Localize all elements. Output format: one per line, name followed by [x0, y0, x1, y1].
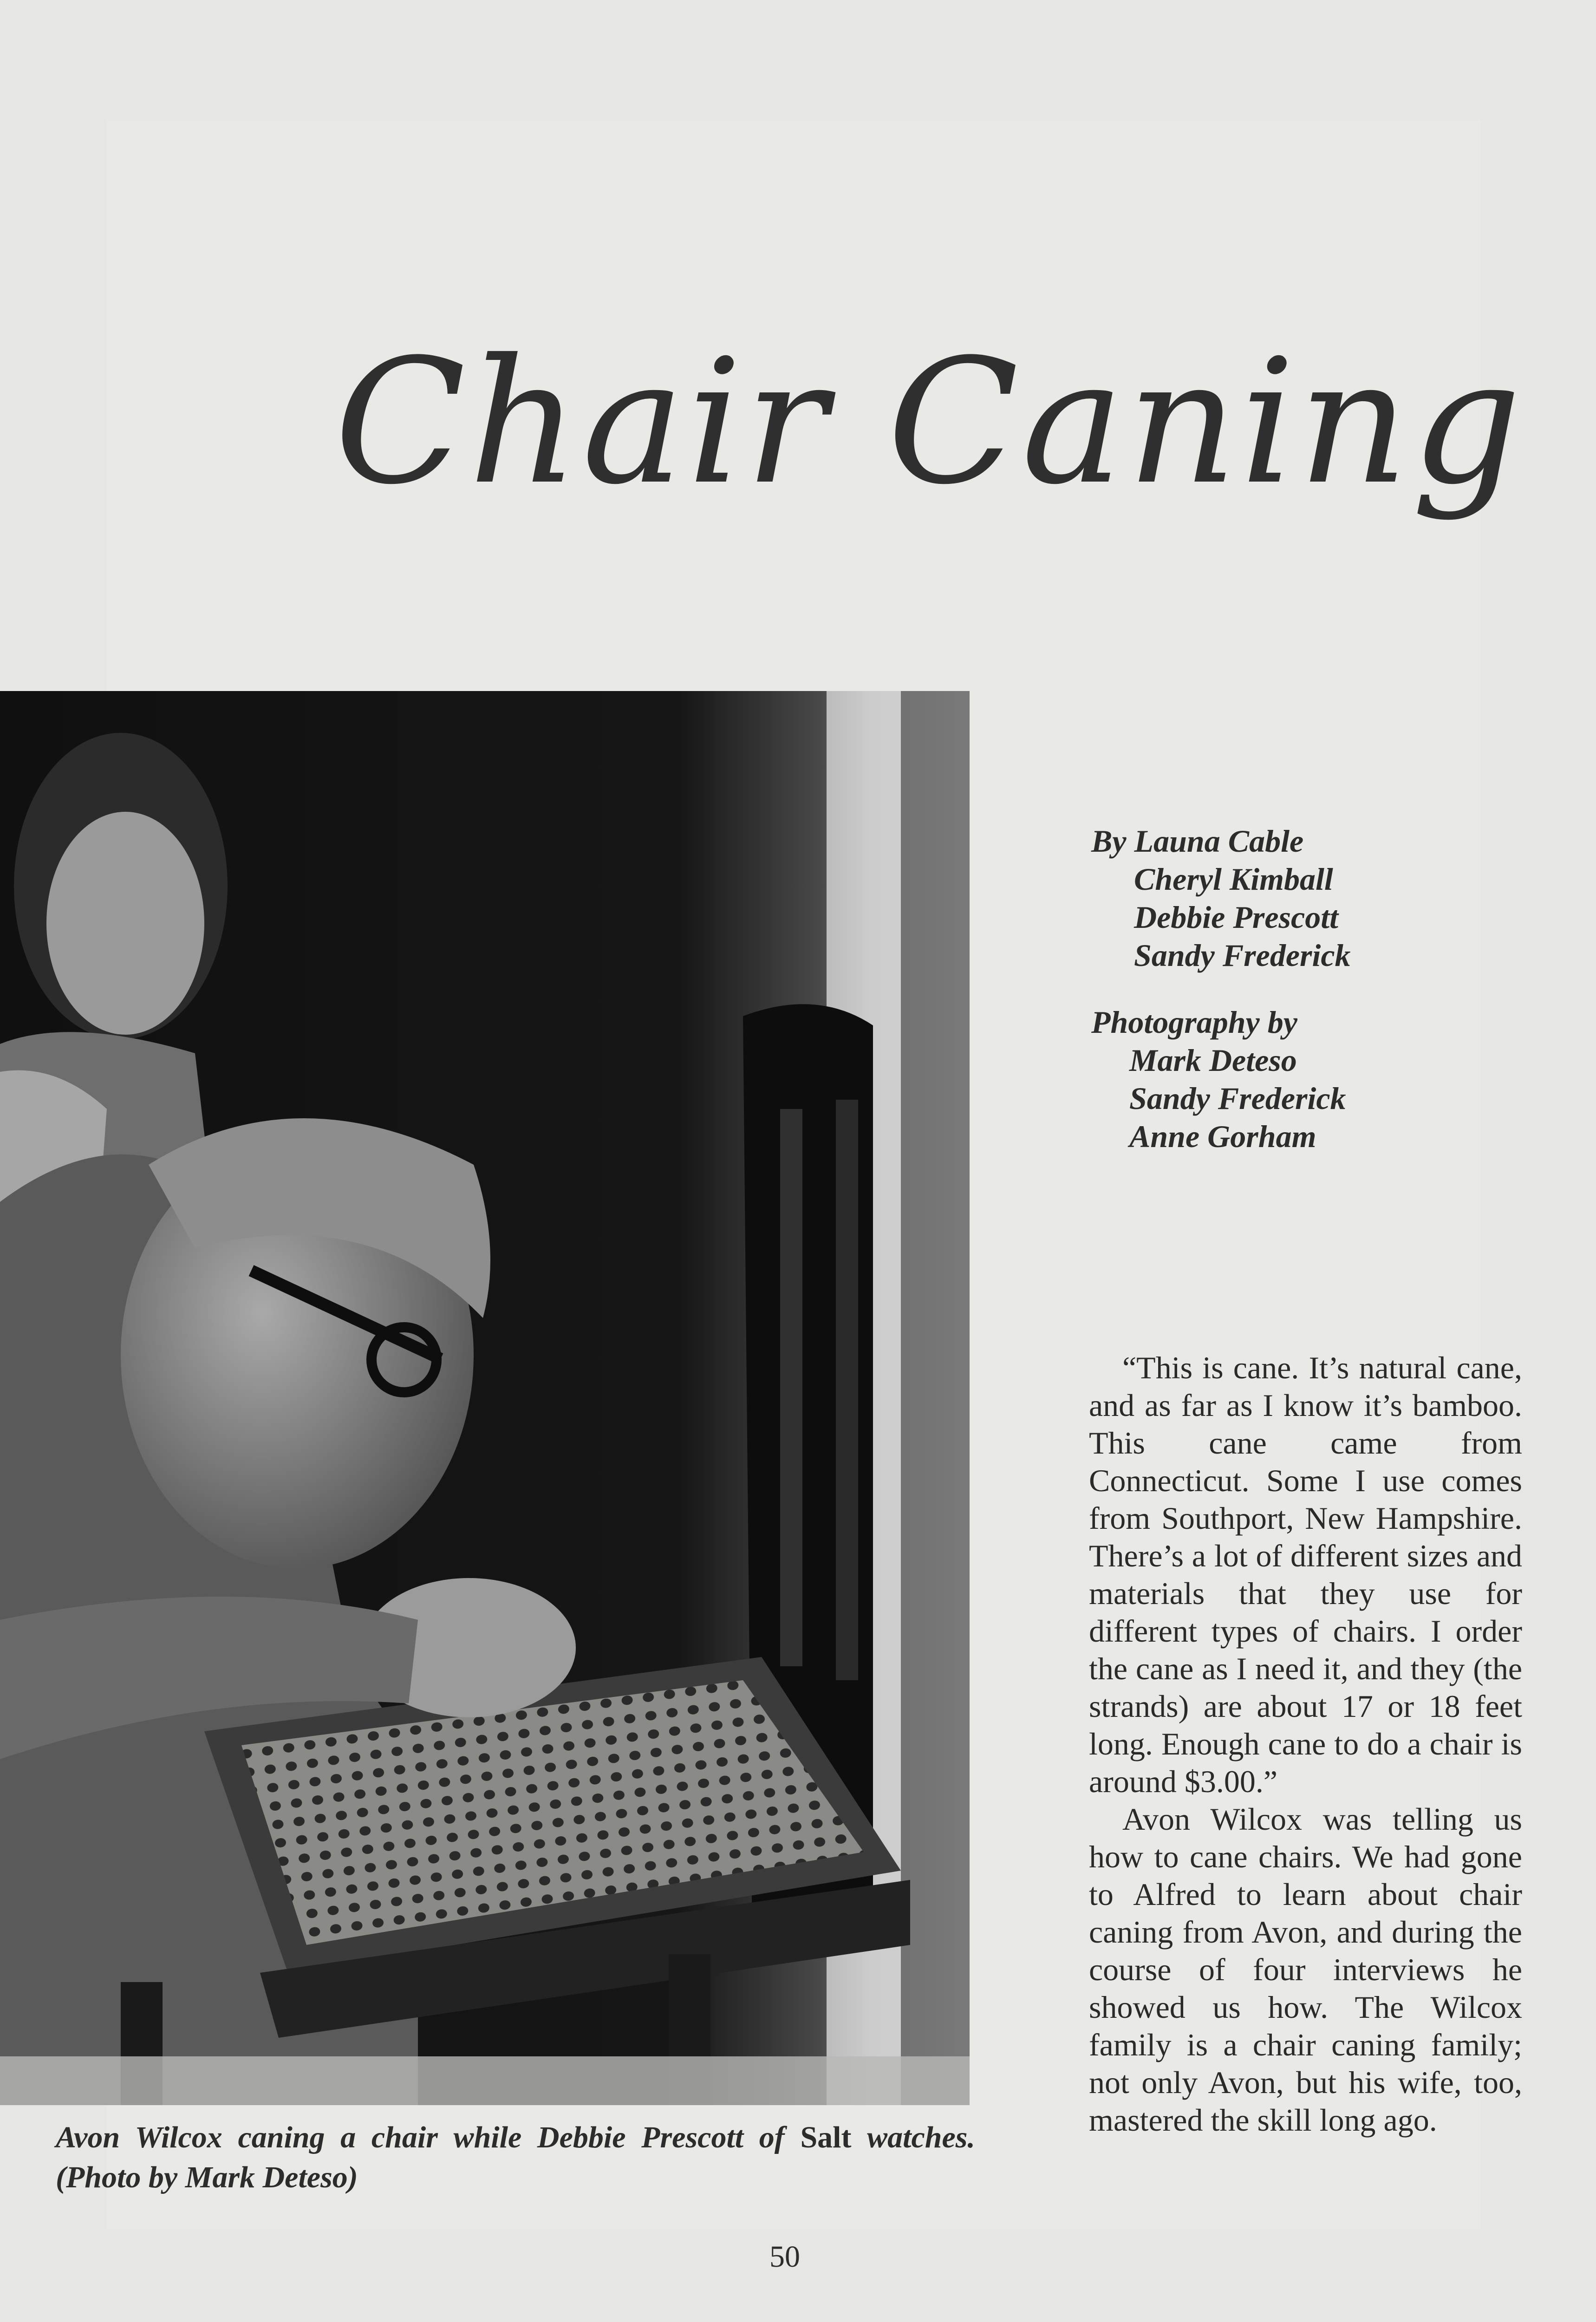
photo-caption: [56, 2118, 975, 2198]
photographer-name: Sandy Frederick: [1129, 1081, 1346, 1116]
author-name: Debbie Prescott: [1134, 900, 1338, 935]
author-line-1: [1091, 822, 1556, 860]
body-paragraph: Avon Wilcox was telling us how to cane chairs. We had gone to Alfred to learn about chair caning from Avon, and during the course of four interviews he showed us how. The Wilcox family is a chair caning family; not only Avon, but his wife, too, mastered the skill long ago.: [1089, 1801, 1522, 2138]
article-body: [1089, 1349, 1522, 2139]
caption-end-part: watches. (Photo by Mark Deteso): [56, 2120, 975, 2194]
author-name: Sandy Frederick: [1134, 938, 1351, 973]
photo-illustration: [0, 691, 970, 2105]
page-number: 50: [769, 2240, 800, 2274]
authors-prefix: By: [1091, 823, 1127, 859]
photography-label: Photography by: [1091, 1004, 1297, 1040]
byline: [1091, 822, 1556, 1155]
article-title: Chair Caning: [334, 323, 1524, 522]
caption-italic-part: Avon Wilcox caning a chair while Debbie Prescott of: [56, 2120, 785, 2154]
author-name: Launa Cable: [1134, 823, 1304, 859]
photographer-name: Anne Gorham: [1129, 1119, 1316, 1154]
photographer-name: Mark Deteso: [1129, 1043, 1297, 1078]
caption-upright-part: Salt: [800, 2120, 852, 2154]
body-paragraph: “This is cane. It’s natural cane, and as far as I know it’s bamboo. This cane came from Connecticut. Some I use comes from Southport, New Hampshire. There’s a lot of different sizes and materials that they use for different types of chairs. I order the cane as I need it, and they (the strands) are about 17 or 18 feet long. Enough cane to do a chair is around $3.00.”: [1089, 1350, 1522, 1799]
author-name: Cheryl Kimball: [1134, 861, 1333, 897]
article-photo: [0, 691, 970, 2105]
